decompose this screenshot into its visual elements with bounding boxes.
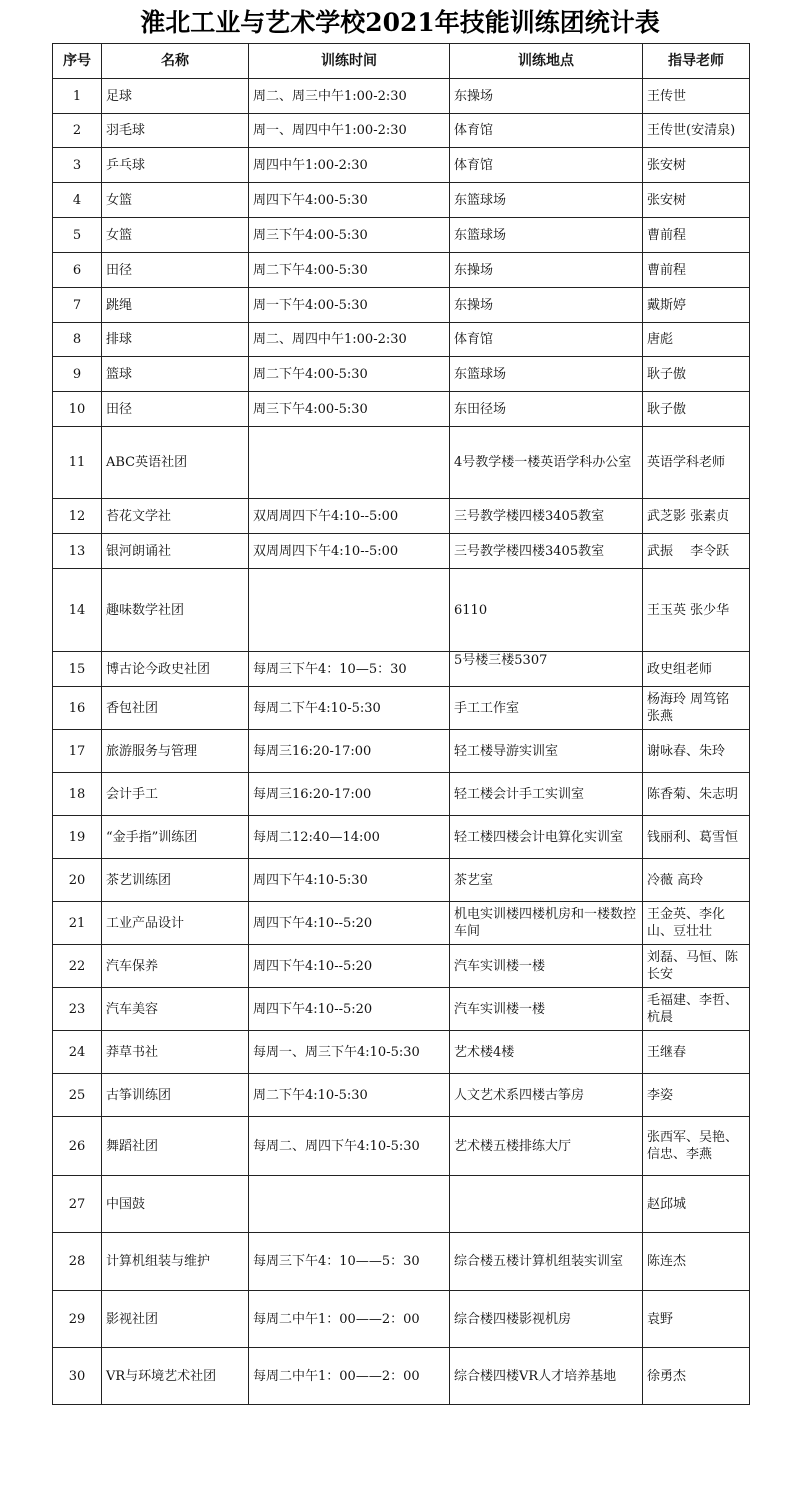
cell-place: 艺术楼4楼 bbox=[450, 1031, 643, 1074]
cell-time: 周二下午4:00-5:30 bbox=[249, 253, 450, 288]
cell-place: 东操场 bbox=[450, 288, 643, 323]
cell-time: 周三下午4:00-5:30 bbox=[249, 218, 450, 253]
table-row bbox=[53, 730, 750, 773]
cell-time: 周四中午1:00-2:30 bbox=[249, 148, 450, 183]
cell-no: 30 bbox=[53, 1348, 102, 1405]
cell-place: 东田径场 bbox=[450, 392, 643, 427]
cell-time: 周四下午4:10-5:30 bbox=[249, 859, 450, 902]
cell-time: 每周三下午4：10——5：30 bbox=[249, 1233, 450, 1291]
cell-teacher: 武芝影 张素贞 bbox=[643, 499, 750, 534]
cell-name: 苔花文学社 bbox=[102, 499, 249, 534]
table-row bbox=[53, 988, 750, 1031]
cell-no: 24 bbox=[53, 1031, 102, 1074]
cell-time: 双周周四下午4:10--5:00 bbox=[249, 534, 450, 569]
cell-no: 19 bbox=[53, 816, 102, 859]
cell-place: 东操场 bbox=[450, 253, 643, 288]
cell-no: 23 bbox=[53, 988, 102, 1031]
cell-teacher: 唐彪 bbox=[643, 323, 750, 357]
table-row bbox=[53, 1176, 750, 1233]
cell-name: 排球 bbox=[102, 323, 249, 357]
cell-teacher: 曹前程 bbox=[643, 218, 750, 253]
statistics-table bbox=[52, 43, 750, 1405]
cell-time: 周一下午4:00-5:30 bbox=[249, 288, 450, 323]
cell-place: 轻工楼会计手工实训室 bbox=[450, 773, 643, 816]
table-row bbox=[53, 534, 750, 569]
cell-no: 2 bbox=[53, 114, 102, 148]
cell-name: VR与环境艺术社团 bbox=[102, 1348, 249, 1405]
cell-time: 每周一、周三下午4:10-5:30 bbox=[249, 1031, 450, 1074]
table-row bbox=[53, 357, 750, 392]
cell-teacher: 毛福建、李哲、杭晨 bbox=[643, 988, 750, 1031]
cell-place: 汽车实训楼一楼 bbox=[450, 945, 643, 988]
cell-no: 5 bbox=[53, 218, 102, 253]
cell-teacher: 耿子傲 bbox=[643, 357, 750, 392]
cell-name: 影视社团 bbox=[102, 1291, 249, 1348]
cell-time: 每周三下午4：10—5：30 bbox=[249, 652, 450, 687]
cell-teacher: 王继春 bbox=[643, 1031, 750, 1074]
cell-name: 茶艺训练团 bbox=[102, 859, 249, 902]
table-row bbox=[53, 773, 750, 816]
cell-teacher: 耿子傲 bbox=[643, 392, 750, 427]
cell-name: ABC英语社团 bbox=[102, 427, 249, 499]
cell-time: 周二下午4:00-5:30 bbox=[249, 357, 450, 392]
cell-place: 综合楼五楼计算机组装实训室 bbox=[450, 1233, 643, 1291]
cell-no: 27 bbox=[53, 1176, 102, 1233]
cell-no: 12 bbox=[53, 499, 102, 534]
cell-time: 双周周四下午4:10--5:00 bbox=[249, 499, 450, 534]
cell-teacher: 曹前程 bbox=[643, 253, 750, 288]
table-row bbox=[53, 427, 750, 499]
cell-place: 东篮球场 bbox=[450, 218, 643, 253]
table-row bbox=[53, 1291, 750, 1348]
cell-name: 女篮 bbox=[102, 218, 249, 253]
cell-name: 汽车保养 bbox=[102, 945, 249, 988]
table-row bbox=[53, 1233, 750, 1291]
page-title: 淮北工业与艺术学校2021年技能训练团统计表 bbox=[140, 8, 660, 37]
cell-time bbox=[249, 1176, 450, 1233]
cell-time: 周四下午4:10--5:20 bbox=[249, 988, 450, 1031]
header-place: 训练地点 bbox=[450, 44, 643, 79]
cell-time: 周四下午4:10--5:20 bbox=[249, 945, 450, 988]
cell-no: 25 bbox=[53, 1074, 102, 1117]
cell-name: 会计手工 bbox=[102, 773, 249, 816]
cell-name: 足球 bbox=[102, 79, 249, 114]
cell-name: 古筝训练团 bbox=[102, 1074, 249, 1117]
cell-teacher: 钱丽利、葛雪恒 bbox=[643, 816, 750, 859]
cell-time: 每周二12:40—14:00 bbox=[249, 816, 450, 859]
cell-no: 1 bbox=[53, 79, 102, 114]
cell-no: 6 bbox=[53, 253, 102, 288]
table-row bbox=[53, 1117, 750, 1176]
cell-time: 每周二中午1：00——2：00 bbox=[249, 1348, 450, 1405]
cell-name: 银河朗诵社 bbox=[102, 534, 249, 569]
table-row bbox=[53, 392, 750, 427]
cell-place: 东篮球场 bbox=[450, 183, 643, 218]
cell-name: 女篮 bbox=[102, 183, 249, 218]
cell-teacher: 冷薇 高玲 bbox=[643, 859, 750, 902]
cell-place: 人文艺术系四楼古筝房 bbox=[450, 1074, 643, 1117]
cell-teacher: 杨海玲 周笃铭 张燕 bbox=[643, 687, 750, 730]
cell-teacher: 王金英、李化山、豆壮壮 bbox=[643, 902, 750, 945]
cell-time: 每周二、周四下午4:10-5:30 bbox=[249, 1117, 450, 1176]
cell-place: 轻工楼四楼会计电算化实训室 bbox=[450, 816, 643, 859]
cell-place bbox=[450, 1176, 643, 1233]
cell-name: 中国鼓 bbox=[102, 1176, 249, 1233]
cell-name: 跳绳 bbox=[102, 288, 249, 323]
table-row bbox=[53, 218, 750, 253]
cell-place: 综合楼四楼VR人才培养基地 bbox=[450, 1348, 643, 1405]
cell-place: 4号教学楼一楼英语学科办公室 bbox=[450, 427, 643, 499]
cell-place: 茶艺室 bbox=[450, 859, 643, 902]
header-name: 名称 bbox=[102, 44, 249, 79]
table-row bbox=[53, 569, 750, 652]
cell-no: 14 bbox=[53, 569, 102, 652]
cell-place: 综合楼四楼影视机房 bbox=[450, 1291, 643, 1348]
cell-no: 29 bbox=[53, 1291, 102, 1348]
table-row bbox=[53, 859, 750, 902]
cell-name: 趣味数学社团 bbox=[102, 569, 249, 652]
cell-name: 博古论今政史社团 bbox=[102, 652, 249, 687]
cell-place: 6110 bbox=[450, 569, 643, 652]
cell-time: 周二、周三中午1:00-2:30 bbox=[249, 79, 450, 114]
header-teacher: 指导老师 bbox=[643, 44, 750, 79]
cell-teacher: 政史组老师 bbox=[643, 652, 750, 687]
cell-teacher: 张安树 bbox=[643, 183, 750, 218]
table-row bbox=[53, 79, 750, 114]
table-row bbox=[53, 687, 750, 730]
header-no: 序号 bbox=[53, 44, 102, 79]
cell-place: 东操场 bbox=[450, 79, 643, 114]
cell-teacher: 王传世 bbox=[643, 79, 750, 114]
table-row bbox=[53, 1031, 750, 1074]
cell-place: 5号楼三楼5307 bbox=[450, 652, 643, 687]
cell-teacher: 王传世(安清泉) bbox=[643, 114, 750, 148]
cell-no: 17 bbox=[53, 730, 102, 773]
table-row bbox=[53, 114, 750, 148]
cell-time bbox=[249, 427, 450, 499]
cell-teacher: 刘磊、马恒、陈长安 bbox=[643, 945, 750, 988]
cell-no: 18 bbox=[53, 773, 102, 816]
cell-time: 每周三16:20-17:00 bbox=[249, 730, 450, 773]
cell-no: 4 bbox=[53, 183, 102, 218]
cell-name: 田径 bbox=[102, 253, 249, 288]
table-row bbox=[53, 816, 750, 859]
cell-no: 21 bbox=[53, 902, 102, 945]
cell-name: 计算机组装与维护 bbox=[102, 1233, 249, 1291]
cell-name: 舞蹈社团 bbox=[102, 1117, 249, 1176]
cell-name: 香包社团 bbox=[102, 687, 249, 730]
cell-time: 周二下午4:10-5:30 bbox=[249, 1074, 450, 1117]
cell-place: 艺术楼五楼排练大厅 bbox=[450, 1117, 643, 1176]
cell-place: 三号教学楼四楼3405教室 bbox=[450, 534, 643, 569]
cell-no: 16 bbox=[53, 687, 102, 730]
table-row bbox=[53, 288, 750, 323]
cell-time: 每周三16:20-17:00 bbox=[249, 773, 450, 816]
cell-no: 13 bbox=[53, 534, 102, 569]
cell-name: “金手指”训练团 bbox=[102, 816, 249, 859]
cell-teacher: 陈香菊、朱志明 bbox=[643, 773, 750, 816]
cell-no: 15 bbox=[53, 652, 102, 687]
cell-time: 周四下午4:10--5:20 bbox=[249, 902, 450, 945]
table-row bbox=[53, 902, 750, 945]
cell-no: 28 bbox=[53, 1233, 102, 1291]
header-row bbox=[53, 44, 750, 79]
cell-no: 9 bbox=[53, 357, 102, 392]
cell-no: 3 bbox=[53, 148, 102, 183]
table-row bbox=[53, 945, 750, 988]
cell-teacher: 陈连杰 bbox=[643, 1233, 750, 1291]
cell-name: 工业产品设计 bbox=[102, 902, 249, 945]
table-row bbox=[53, 499, 750, 534]
cell-teacher: 王玉英 张少华 bbox=[643, 569, 750, 652]
cell-teacher: 戴斯婷 bbox=[643, 288, 750, 323]
table-row bbox=[53, 253, 750, 288]
cell-no: 8 bbox=[53, 323, 102, 357]
cell-teacher: 张西军、吴艳、信忠、李燕 bbox=[643, 1117, 750, 1176]
cell-no: 7 bbox=[53, 288, 102, 323]
cell-time: 周二、周四中午1:00-2:30 bbox=[249, 323, 450, 357]
table-row bbox=[53, 148, 750, 183]
table-row bbox=[53, 1074, 750, 1117]
cell-time: 周一、周四中午1:00-2:30 bbox=[249, 114, 450, 148]
cell-no: 10 bbox=[53, 392, 102, 427]
cell-no: 26 bbox=[53, 1117, 102, 1176]
cell-place: 体育馆 bbox=[450, 323, 643, 357]
cell-name: 汽车美容 bbox=[102, 988, 249, 1031]
table-row bbox=[53, 652, 750, 687]
table-row bbox=[53, 323, 750, 357]
cell-no: 22 bbox=[53, 945, 102, 988]
cell-time: 周三下午4:00-5:30 bbox=[249, 392, 450, 427]
cell-place: 体育馆 bbox=[450, 148, 643, 183]
cell-teacher: 英语学科老师 bbox=[643, 427, 750, 499]
cell-time: 每周二下午4:10-5:30 bbox=[249, 687, 450, 730]
cell-teacher: 徐勇杰 bbox=[643, 1348, 750, 1405]
cell-time: 每周二中午1：00——2：00 bbox=[249, 1291, 450, 1348]
cell-no: 20 bbox=[53, 859, 102, 902]
cell-name: 田径 bbox=[102, 392, 249, 427]
cell-teacher: 赵邱城 bbox=[643, 1176, 750, 1233]
cell-place: 手工工作室 bbox=[450, 687, 643, 730]
cell-time bbox=[249, 569, 450, 652]
cell-no: 11 bbox=[53, 427, 102, 499]
cell-name: 旅游服务与管理 bbox=[102, 730, 249, 773]
cell-teacher: 武振 李令跃 bbox=[643, 534, 750, 569]
cell-name: 乒乓球 bbox=[102, 148, 249, 183]
cell-place: 东篮球场 bbox=[450, 357, 643, 392]
cell-teacher: 李姿 bbox=[643, 1074, 750, 1117]
cell-name: 羽毛球 bbox=[102, 114, 249, 148]
cell-place: 体育馆 bbox=[450, 114, 643, 148]
cell-place: 汽车实训楼一楼 bbox=[450, 988, 643, 1031]
cell-place: 轻工楼导游实训室 bbox=[450, 730, 643, 773]
cell-place: 机电实训楼四楼机房和一楼数控车间 bbox=[450, 902, 643, 945]
cell-teacher: 张安树 bbox=[643, 148, 750, 183]
header-time: 训练时间 bbox=[249, 44, 450, 79]
table-body bbox=[53, 79, 750, 1405]
cell-time: 周四下午4:00-5:30 bbox=[249, 183, 450, 218]
table-row bbox=[53, 183, 750, 218]
cell-teacher: 谢咏春、朱玲 bbox=[643, 730, 750, 773]
cell-name: 篮球 bbox=[102, 357, 249, 392]
table-row bbox=[53, 1348, 750, 1405]
cell-name: 莽草书社 bbox=[102, 1031, 249, 1074]
cell-place: 三号教学楼四楼3405教室 bbox=[450, 499, 643, 534]
cell-teacher: 袁野 bbox=[643, 1291, 750, 1348]
